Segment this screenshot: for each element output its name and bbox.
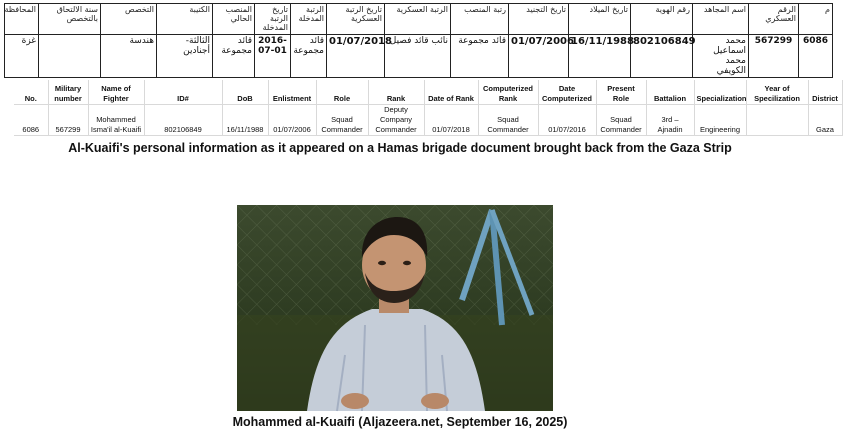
- en-cell-district: Gaza: [808, 105, 842, 136]
- ar-header-cell: تاريخ الميلاد: [569, 4, 631, 35]
- ar-cell-role: قائد مجموعة: [451, 35, 509, 78]
- ar-cell-computerized-rank: قائد مجموعة: [291, 35, 327, 78]
- english-data-row: [14, 105, 842, 136]
- en-cell-computerized-rank: Squad Commander: [478, 105, 538, 136]
- en-cell-rank: Deputy Company Commander: [368, 105, 424, 136]
- en-header-cell: No.: [14, 80, 48, 105]
- ar-header-cell: التخصص: [101, 4, 157, 35]
- ar-header-cell: رتبة المنصب: [451, 4, 509, 35]
- ar-cell-present-role: قائد مجموعة: [213, 35, 255, 78]
- ar-header-cell: م: [799, 4, 833, 35]
- arabic-document-table: [4, 3, 833, 78]
- en-cell-name: Mohammed Isma'il al-Kuaifi: [88, 105, 144, 136]
- ar-cell-computerized-date: 2016-07-01: [255, 35, 291, 78]
- ar-cell-spec-year: [39, 35, 101, 78]
- ar-cell-name: محمد اسماعيل محمد الكويفي: [693, 35, 749, 78]
- en-header-cell: Battalion: [646, 80, 694, 105]
- ar-cell-enlistment: 01/07/2006: [509, 35, 569, 78]
- en-header-cell: Present Role: [596, 80, 646, 105]
- en-header-cell: Enlistment: [268, 80, 316, 105]
- en-header-cell: Role: [316, 80, 368, 105]
- en-header-cell: Computerized Rank: [478, 80, 538, 105]
- ar-header-cell: تاريخ الرتبة العسكرية: [327, 4, 385, 35]
- en-header-cell: District: [808, 80, 842, 105]
- ar-cell-id: 802106849: [631, 35, 693, 78]
- en-cell-battalion: 3rd – Ajnadin: [646, 105, 694, 136]
- ar-header-cell: تاريخ الرتبة المدخلة: [255, 4, 291, 35]
- ar-header-cell: المحافظة: [5, 4, 39, 35]
- ar-header-cell: سنة الالتحاق بالتخصص: [39, 4, 101, 35]
- en-cell-military-number: 567299: [48, 105, 88, 136]
- en-header-cell: Name of Fighter: [88, 80, 144, 105]
- ar-header-cell: الرتبة العسكرية: [385, 4, 451, 35]
- ar-cell-specialization: هندسة: [101, 35, 157, 78]
- en-header-cell: Military number: [48, 80, 88, 105]
- en-cell-computerized-date: 01/07/2016: [538, 105, 596, 136]
- ar-header-cell: الرتبة المدخلة: [291, 4, 327, 35]
- en-header-cell: ID#: [144, 80, 222, 105]
- en-header-cell: Specialization: [694, 80, 746, 105]
- en-cell-serial: 6086: [14, 105, 48, 136]
- ar-cell-rank: نائب قائد فصيل: [385, 35, 451, 78]
- en-cell-specialization: Engineering: [694, 105, 746, 136]
- en-header-cell: Date of Rank: [424, 80, 478, 105]
- en-header-cell: Date Computerized: [538, 80, 596, 105]
- en-cell-present-role: Squad Commander: [596, 105, 646, 136]
- arabic-header-row: [5, 4, 833, 35]
- en-cell-dob: 16/11/1988: [222, 105, 268, 136]
- en-header-cell: Year of Specilization: [746, 80, 808, 105]
- en-header-cell: DoB: [222, 80, 268, 105]
- ar-header-cell: الكتيبة: [157, 4, 213, 35]
- ar-cell-serial: 6086: [799, 35, 833, 78]
- portrait-photo: [237, 205, 553, 411]
- ar-cell-military-number: 567299: [749, 35, 799, 78]
- en-cell-enlistment: 01/07/2006: [268, 105, 316, 136]
- en-header-cell: Rank: [368, 80, 424, 105]
- english-header-row: [14, 80, 842, 105]
- ar-header-cell: الرقم العسكري: [749, 4, 799, 35]
- photo-caption: Mohammed al-Kuaifi (Aljazeera.net, September 16, 2025): [232, 415, 568, 429]
- table-caption: Al-Kuaifi's personal information as it appeared on a Hamas brigade document brought back from the Gaza Strip: [68, 141, 732, 155]
- ar-cell-battalion: الثالثة-أجنادين: [157, 35, 213, 78]
- ar-cell-rank-date: 01/07/2018: [327, 35, 385, 78]
- en-cell-role: Squad Commander: [316, 105, 368, 136]
- english-translation-table: [14, 80, 843, 136]
- en-cell-id: 802106849: [144, 105, 222, 136]
- ar-header-cell: اسم المجاهد: [693, 4, 749, 35]
- ar-header-cell: المنصب الحالي: [213, 4, 255, 35]
- ar-header-cell: تاريخ التجنيد: [509, 4, 569, 35]
- en-cell-spec-year: [746, 105, 808, 136]
- ar-cell-dob: 16/11/1988: [569, 35, 631, 78]
- arabic-data-row: [5, 35, 833, 78]
- ar-header-cell: رقم الهوية: [631, 4, 693, 35]
- en-cell-rank-date: 01/07/2018: [424, 105, 478, 136]
- ar-cell-district: غزة: [5, 35, 39, 78]
